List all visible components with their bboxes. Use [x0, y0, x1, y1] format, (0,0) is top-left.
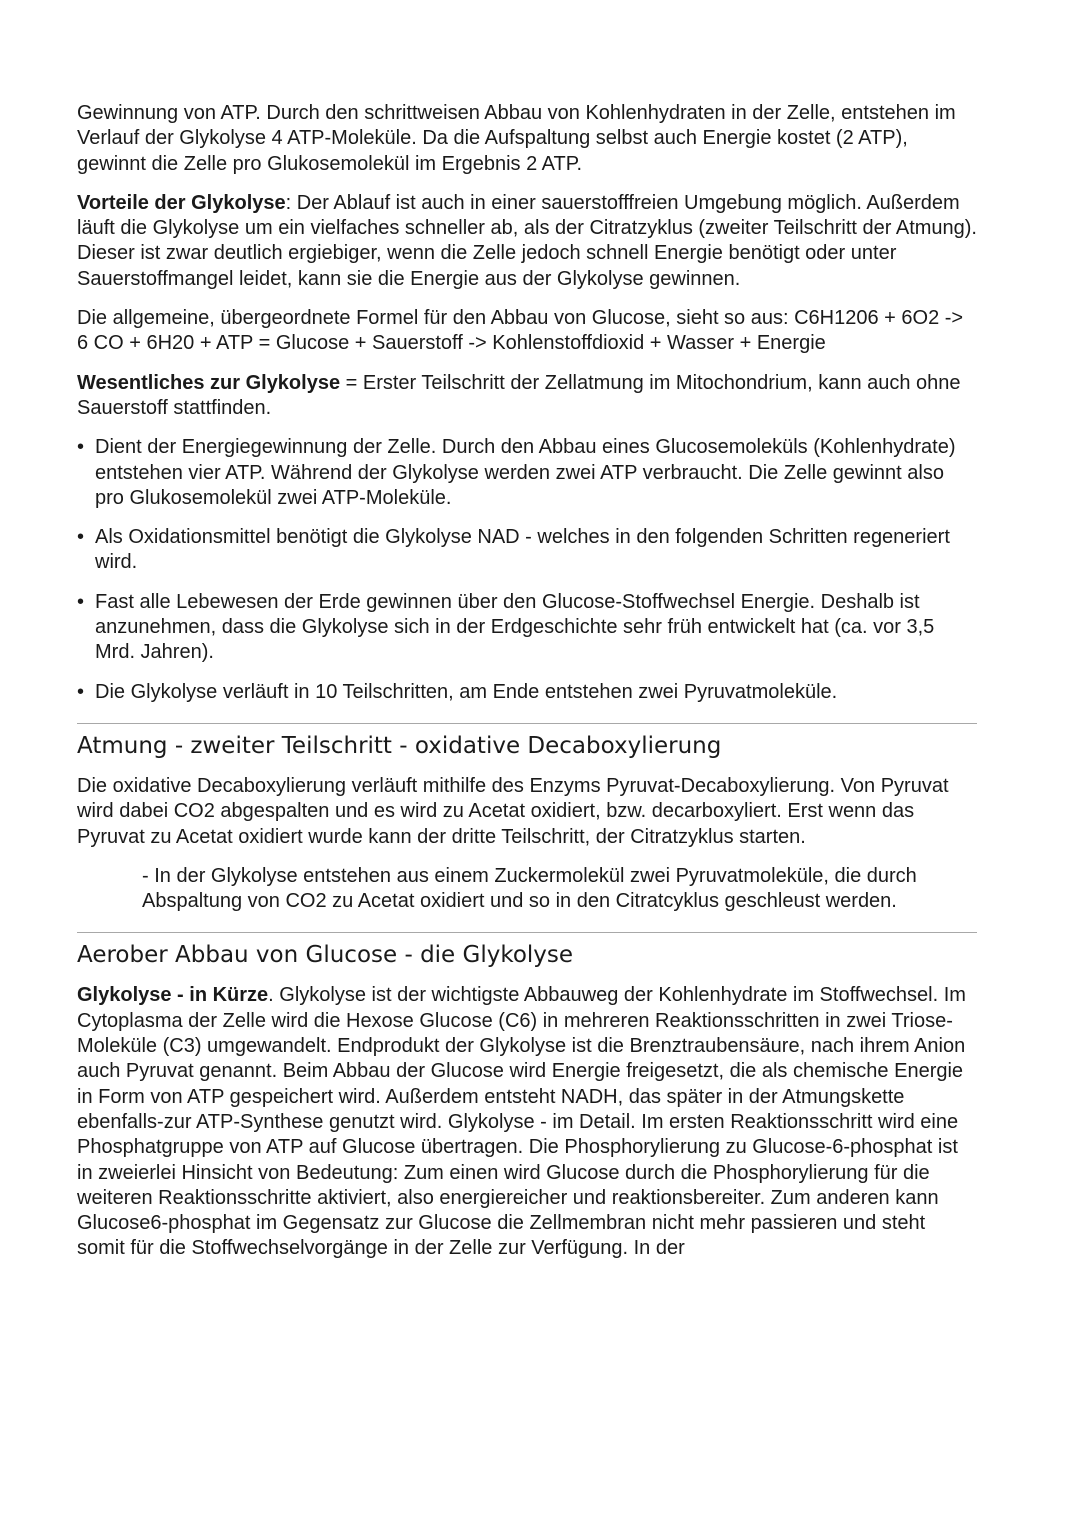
- glycolysis-summary-text: . Glykolyse ist der wichtigste Abbauweg der Kohlenhydrate im Stoffwechsel. Im Cytoplasma der Zelle wird die Hexose Glucose (C6) in mehreren Reaktionsschritten in zwei Triose-Moleküle (C3) umgewandelt. Endprodukt der Glykolyse ist die Brenztraubensäure, nach ihrem Anion auch Pyruvat genannt. Beim Abbau der Glucose wird Energie freigesetzt, die als chemische Energie in Form von ATP gespeichert wird. Außerdem entsteht NADH, das später in der Atmungskette ebenfalls-zur ATP-Synthese genutzt wird. Glykolyse - im Detail. Im ersten Reaktionsschritt wird eine Phosphatgruppe von ATP auf Glucose übertragen. Die Phosphorylierung zu Glucose-6-phosphat ist in zweierlei Hinsicht von Bedeutung: Zum einen wird Glucose durch die Phosphorylierung für die weiteren Reaktionsschritte aktiviert, also energiereicher und reaktionsbereiter. Zum anderen kann Glucose6-phosphat im Gegensatz zur Glucose die Zellmembran nicht mehr passieren und steht somit für die Stoffwechselvorgänge in der Zelle zur Verfügung. In der: [77, 984, 966, 1260]
- bullet-icon: •: [77, 436, 85, 459]
- bullet-icon: •: [77, 526, 85, 549]
- formula-paragraph: Die allgemeine, übergeordnete Formel für den Abbau von Glucose, sieht so aus: C6H1206 + 6O2 -> 6 CO + 6H20 + ATP = Glucose + Sauerstoff -> Kohlenstoffdioxid + Wasser + Energie: [77, 307, 964, 355]
- intro-paragraph: Gewinnung von ATP. Durch den schrittweisen Abbau von Kohlenhydraten in der Zelle, entstehen im Verlauf der Glykolyse 4 ATP-Moleküle. Da die Aufspaltung selbst auch Energie kostet (2 ATP), gewinnt die Zelle pro Glukosemolekül im Ergebnis 2 ATP.: [77, 102, 956, 175]
- list-item: [77, 435, 977, 511]
- list-item: [77, 680, 977, 705]
- decarboxylation-paragraph: Die oxidative Decaboxylierung verläuft mithilfe des Enzyms Pyruvat-Decaboxylierung. Von Pyruvat wird dabei CO2 abgespalten und es wird zu Acetat oxidiert, bzw. decarboxyliert. Erst wenn das Pyruvat zu Acetat oxidiert wurde kann der dritte Teilschritt, der Citratzyklus starten.: [77, 774, 949, 848]
- section-heading-decarboxylation: Atmung - zweiter Teilschritt - oxidative Decaboxylierung: [77, 732, 722, 759]
- section-heading-aerobic-glycolysis: Aerober Abbau von Glucose - die Glykolyse: [77, 942, 574, 969]
- bullet-icon: •: [77, 680, 85, 703]
- section-divider: [77, 723, 977, 724]
- list-item: [77, 590, 977, 666]
- advantages-label: Vorteile der Glykolyse: [77, 191, 286, 214]
- list-item: [77, 525, 977, 576]
- decarboxylation-indented-note: - In der Glykolyse entstehen aus einem Zuckermolekül zwei Pyruvatmoleküle, die durch Abspaltung von CO2 zu Acetat oxidiert und so in den Citratcyklus geschleust werden.: [142, 864, 917, 913]
- list-item-text: Dient der Energiegewinnung der Zelle. Durch den Abbau eines Glucosemoleküls (Kohlenhydrate) entstehen vier ATP. Während der Glykolyse werden zwei ATP verbraucht. Die Zelle gewinnt also pro Glukosemolekül zwei ATP-Moleküle.: [95, 436, 956, 509]
- glycolysis-summary-paragraph: [77, 983, 977, 1261]
- list-item-text: Die Glykolyse verläuft in 10 Teilschritten, am Ende entstehen zwei Pyruvatmoleküle.: [95, 680, 838, 703]
- bullet-icon: •: [77, 590, 85, 613]
- essentials-label: Wesentliches zur Glykolyse: [77, 371, 341, 394]
- glycolysis-bullet-list: [77, 435, 977, 705]
- advantages-text: : Der Ablauf ist auch in einer sauerstofffreien Umgebung möglich. Außerdem läuft die Glykolyse um ein vielfaches schneller ab, als der Citratzyklus (zweiter Teilschritt der Atmung). Dieser ist zwar deutlich ergiebiger, wenn die Zelle jedoch schnell Energie benötigt oder unter Sauerstoffmangel leidet, kann sie die Energie aus der Glykolyse gewinnen.: [77, 191, 977, 290]
- list-item-text: Als Oxidationsmittel benötigt die Glykolyse NAD - welches in den folgenden Schritten regeneriert wird.: [95, 526, 950, 574]
- essentials-text: = Erster Teilschritt der Zellatmung im Mitochondrium, kann auch ohne Sauerstoff stattfinden.: [77, 371, 961, 419]
- glycolysis-summary-label: Glykolyse - in Kürze: [77, 984, 269, 1007]
- list-item-text: Fast alle Lebewesen der Erde gewinnen über den Glucose-Stoffwechsel Energie. Deshalb ist anzunehmen, dass die Glykolyse sich in der Erdgeschichte sehr früh entwickelt hat (ca. vor 3,5 Mrd. Jahren).: [95, 590, 935, 664]
- advantages-paragraph: [77, 191, 977, 292]
- section-divider: [77, 932, 977, 933]
- document-page: [77, 101, 977, 1276]
- essentials-paragraph: [77, 371, 977, 422]
